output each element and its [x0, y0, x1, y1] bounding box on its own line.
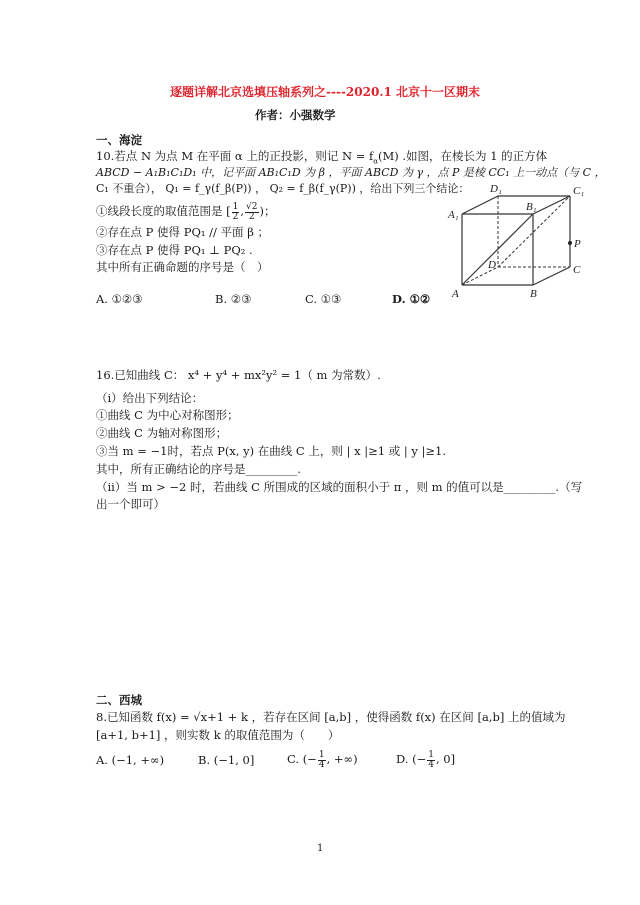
section-heading-xicheng: 二、西城	[96, 693, 142, 707]
edge-bc	[533, 267, 570, 285]
frac-den: 2	[232, 211, 239, 222]
opt-c-suffix: , +∞)	[326, 752, 358, 766]
q16-part-i: （i）给出下列结论：	[96, 391, 204, 405]
section-heading-haidian: 一、海淀	[96, 133, 142, 147]
point-p	[568, 241, 572, 245]
frac-num: √2	[246, 201, 258, 212]
frac-num: 1	[232, 201, 239, 212]
q10-option-c: C. ①③	[305, 292, 342, 306]
q10-option-d: D. ①②	[392, 292, 431, 306]
edge-b1c1	[533, 196, 570, 214]
opt-d-suffix: , 0]	[435, 752, 456, 766]
fraction-one-quarter	[427, 751, 435, 770]
document-title: 逐题详解北京选填压轴系列之----2020.1 北京十一区期末	[170, 85, 481, 99]
frac-num: 1	[318, 749, 325, 760]
q8-option-c	[287, 749, 358, 770]
q10-option-b: B. ②③	[215, 292, 252, 306]
label-a1: A₁	[448, 209, 459, 221]
q10-statement-3: ③存在点 P 使得 PQ₁ ⊥ PQ₂ .	[96, 243, 253, 257]
q8-line2: [a+1, b+1] ，则实数 k 的取值范围为（ ）	[96, 728, 340, 742]
label-b: B	[530, 288, 537, 300]
q10-line1	[96, 149, 548, 166]
frac-den: 4	[318, 759, 325, 770]
q8-option-d	[396, 749, 455, 770]
q16-statement-2: ②曲线 C 为轴对称图形；	[96, 426, 228, 440]
q10-line2: ABCD − A₁B₁C₁D₁ 中，记平面 AB₁C₁D 为 β ，平面 ABCD 为 γ ，点 P 是棱 CC₁ 上一动点（与 C ，	[96, 166, 606, 179]
label-a: A	[452, 288, 459, 300]
diagonal-ab1	[462, 214, 533, 285]
q10-statement-1: ①线段长度的取值范围是 [ $\frac{1}{2}$ , $\frac{√2}{2}$ )；	[96, 201, 276, 222]
q10-prompt: 其中所有正确命题的序号是（ ）	[96, 260, 269, 274]
label-c: C	[573, 264, 581, 276]
q8-line1: 8.已知函数 f(x) = √x+1 + k ，若存在区间 [a,b] ，使得函数 f(x) 在区间 [a,b] 上的值域为	[96, 710, 566, 724]
q10-line1-text: 10.若点 N 为点 M 在平面 α 上的正投影，则记 N = f	[96, 149, 374, 163]
cube-figure	[440, 180, 610, 305]
label-b1: B₁	[526, 201, 537, 213]
edge-a1d1	[462, 196, 498, 214]
label-c1: C₁	[573, 185, 585, 197]
author-line: 作者：小强数学	[255, 108, 336, 122]
frac-den: 2	[248, 211, 255, 222]
fraction-root2-half	[245, 203, 258, 222]
page-number: 1	[317, 843, 324, 854]
q8-option-b: B. (−1, 0]	[198, 753, 255, 767]
s1-suffix: )；	[259, 204, 276, 218]
s1-prefix: ①线段长度的取值范围是 [	[96, 204, 231, 218]
fraction-one-quarter	[318, 751, 326, 770]
q10-line3: C₁ 不重合）， Q₁ = f_γ(f_β(P)) ， Q₂ = f_β(f_γ(P)) ，给出下列三个结论：	[96, 182, 470, 195]
label-d1: D₁	[490, 183, 502, 195]
frac-num: 1	[428, 749, 434, 760]
q16-statement-3: ③当 m = −1时，若点 P(x, y) 在曲线 C 上，则 | x |≥1 或 | y |≥1.	[96, 444, 447, 458]
q16-statement-1: ①曲线 C 为中心对称图形；	[96, 408, 239, 422]
frac-den: 4	[428, 759, 434, 770]
q10-line1-tail: (M) .如图，在棱长为 1 的正方体	[377, 149, 548, 163]
q16-part-ii: （ii）当 m > −2 时，若曲线 C 所围成的区域的面积小于 π ，则 m 的值可以是_________.（写	[96, 480, 583, 494]
q10-statement-2: ②存在点 P 使得 PQ₁ // 平面 β ；	[96, 225, 269, 239]
opt-c-prefix: C. (−	[287, 752, 317, 766]
q10-line1-sub: α	[373, 157, 378, 166]
q16-part-ii-cont: 出一个即可）	[96, 497, 165, 511]
q16-line1: 16.已知曲线 C： x⁴ + y⁴ + mx²y² = 1（ m 为常数）.	[96, 368, 381, 382]
label-d: D	[488, 259, 496, 271]
fraction-one-half	[232, 203, 240, 222]
q16-prompt: 其中，所有正确结论的序号是_________.	[96, 462, 301, 476]
label-p: P	[574, 238, 581, 250]
opt-d-prefix: D. (−	[396, 752, 427, 766]
q10-option-a: A. ①②③	[96, 292, 143, 306]
q8-option-a: A. (−1, +∞)	[96, 753, 165, 767]
